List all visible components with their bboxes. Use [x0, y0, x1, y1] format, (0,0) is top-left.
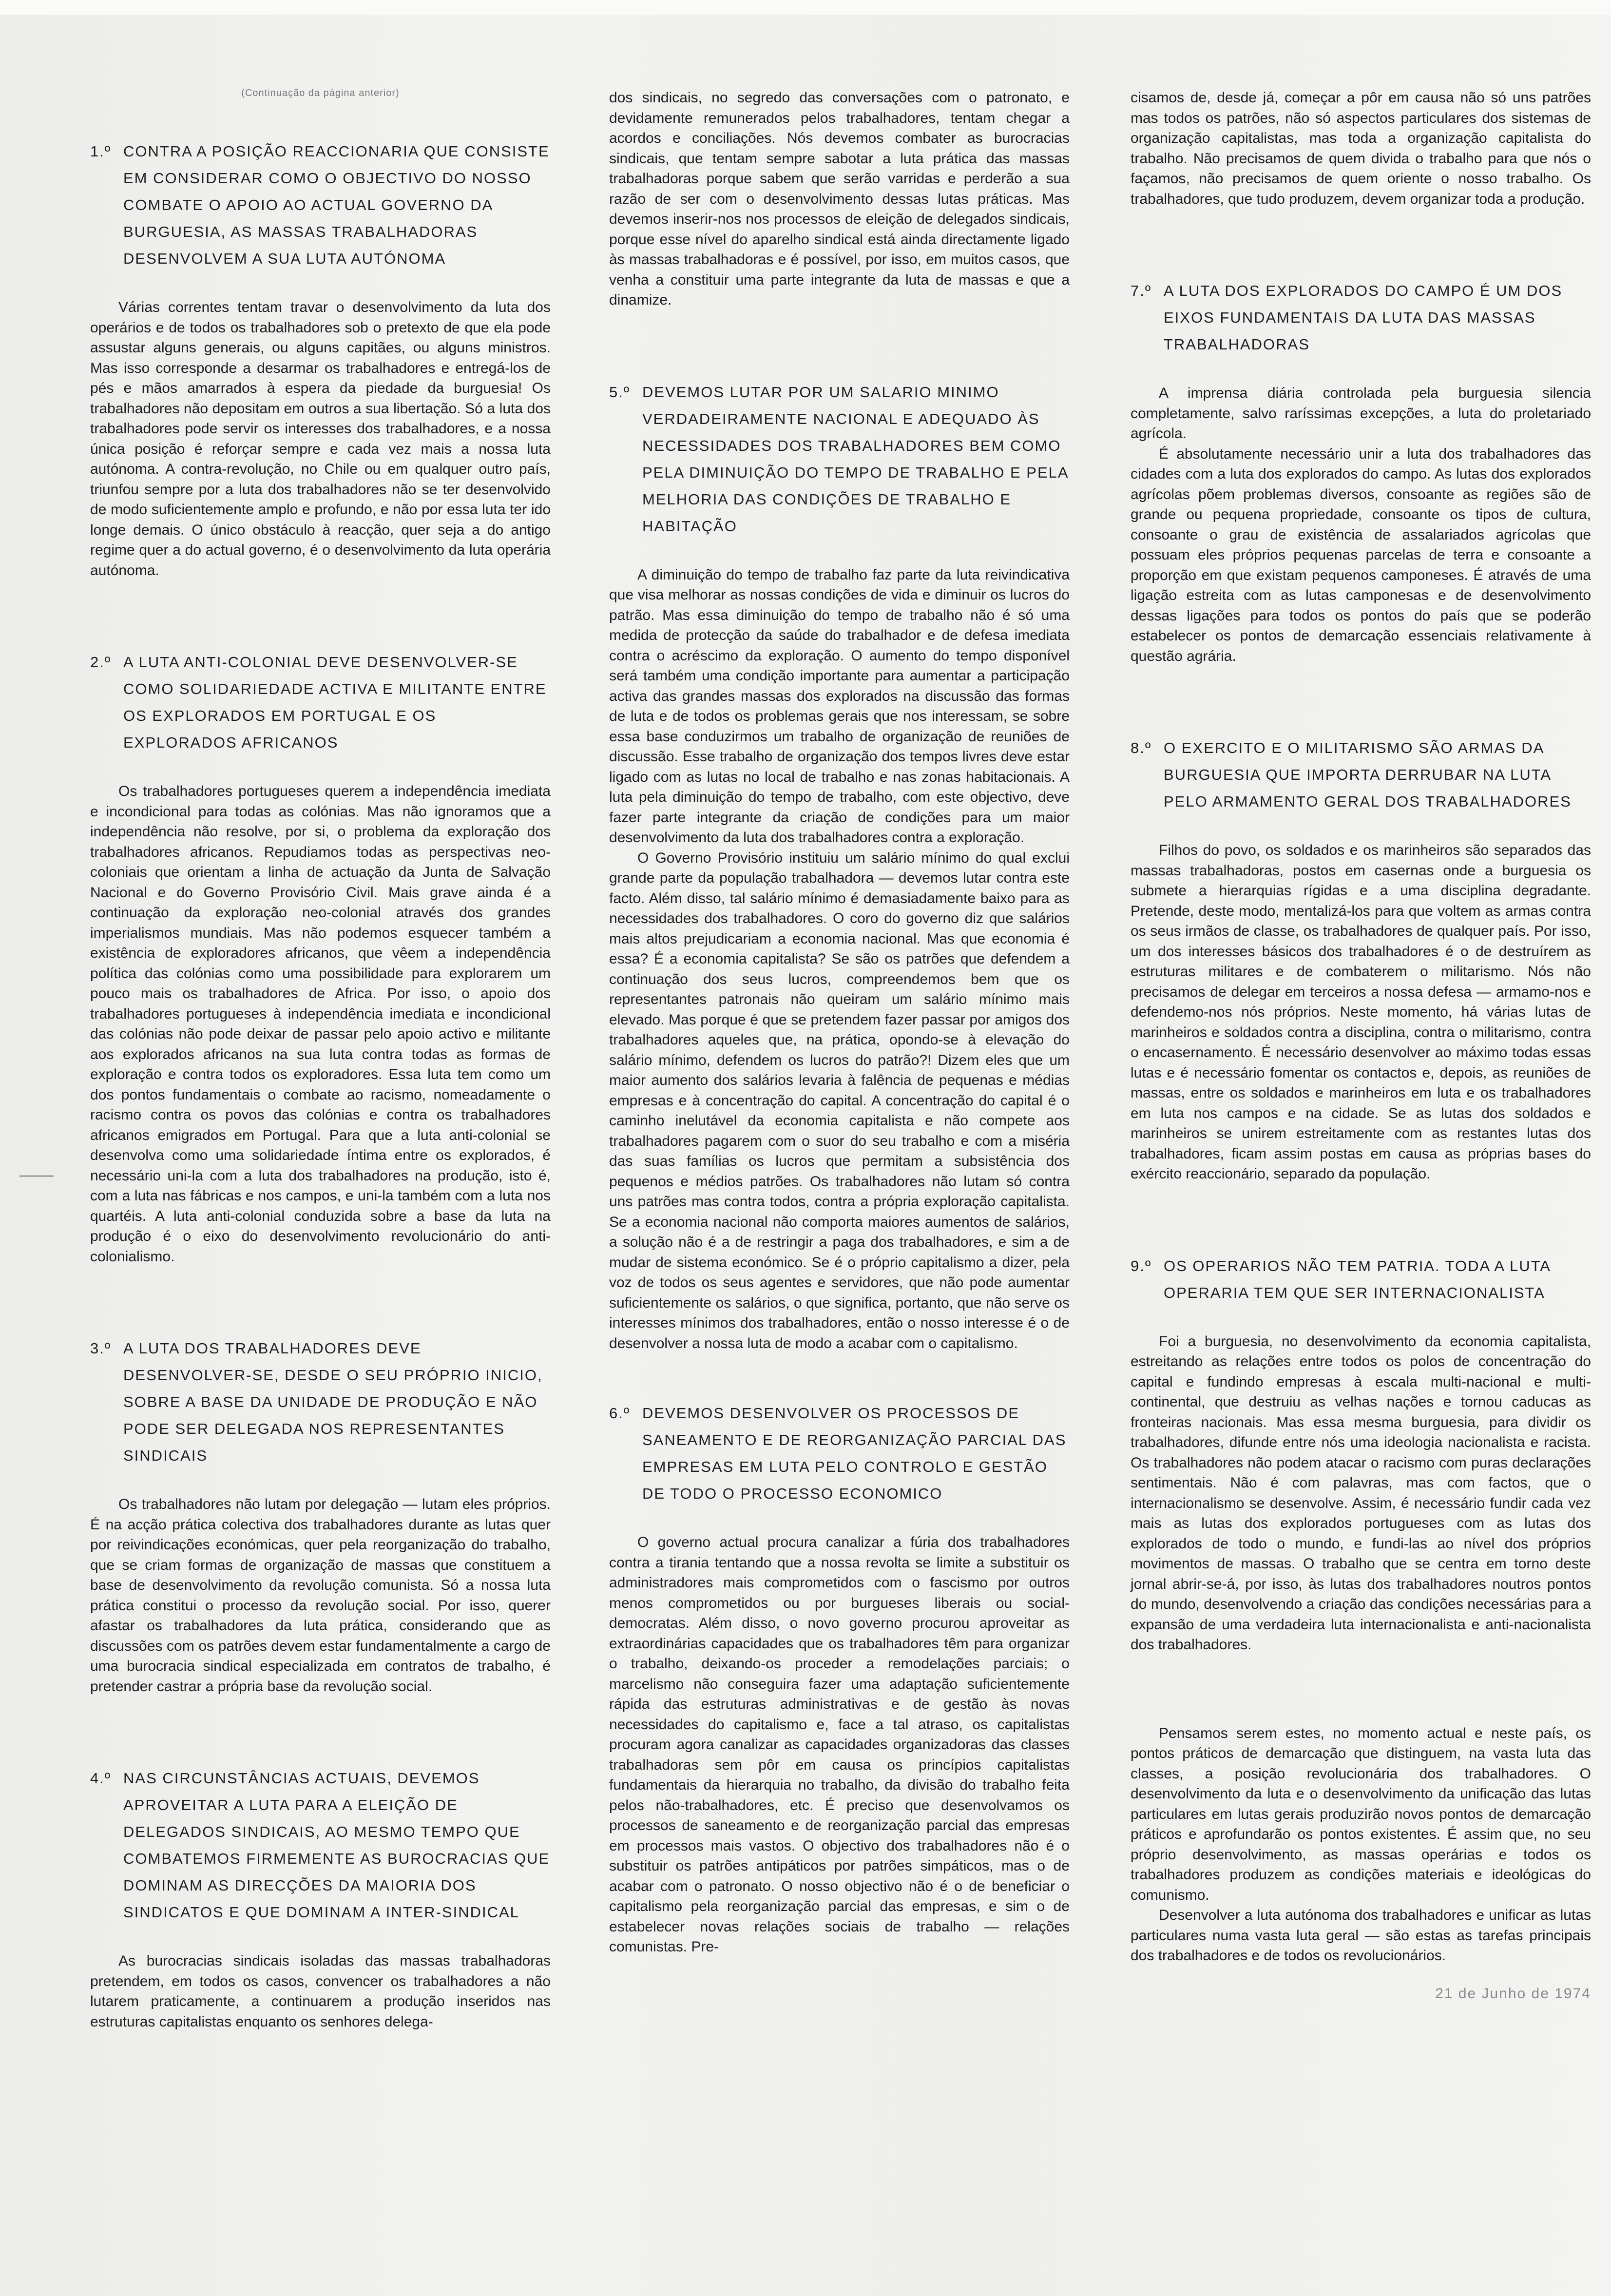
section-3-heading — [90, 1335, 551, 1469]
section-9-paragraph: Foi a burguesia, no desenvolvimento da economia capitalista, estreitando as relações entre todos os polos de concentração do capital e fundindo empresas à escala multi-nacional e multi-continental, que destruiu as velhas nações e tornou caducas as fronteiras nacionais. Mas essa mesma burguesia, para dividir os trabalhadores, difunde entre nós uma ideologia nacionalista e racista. Os trabalhadores não podem atacar o racismo com puras declarações sentimentais. Não é com palavras, mas com factos, que o internacionalismo se desenvolve. Assim, é necessário fundir cada vez mais as lutas dos explorados portugueses com as lutas dos explorados de todo o mundo, e fundi-las ao nível dos próprios movimentos de massas. O trabalho que se centra em torno deste jornal abrir-se-á, por isso, às lutas dos trabalhadores noutros pontos do mundo, desenvolvendo a criação das condições necessárias para a expansão de uma verdadeira luta internacionalista e anti-nacionalista dos trabalhadores. — [1131, 1333, 1591, 1653]
section-2-paragraph: Os trabalhadores portugueses querem a independência imediata e incondicional para todas as colónias. Mas não ignoramos que a independência não resolve, por si, o problema da exploração dos trabalhadores africanos. Repudiamos todas as perspectivas neo-coloniais que orientam a linha de actuação da Junta de Salvação Nacional e do Governo Provisório Civil. Mais grave ainda é a continuação da exploração neo-colonial através dos grandes imperialismos mundiais. Mas não podemos esquecer também a existência de exploradores africanos, que vêem a independência política das colónias como uma possibilidade para explorarem um pouco mais os trabalhadores de Africa. Por isso, o apoio dos trabalhadores portugueses à independência imediata e incondicional das colónias não pode deixar de passar pelo apoio activo e militante aos explorados africanos na sua luta contra todas as formas de exploração e contra todos os exploradores. Essa luta tem como um dos pontos fundamentais o combate ao racismo, nomeadamente o racismo contra os povos das colónias e contra os trabalhadores africanos emigrados em Portugal. Para que a luta anti-colonial se desenvolva como uma solidariedade íntima entre os explorados, é necessário uni-la com a luta dos trabalhadores na produção, isto é, com a luta nas fábricas e nos campos, e uni-la também com a luta nos quartéis. A luta anti-colonial conduzida sobre a base da luta na produção é o eixo do desenvolvimento revolucionário do anti-colonialismo. — [90, 783, 551, 1265]
section-6-continuation: cisamos de, desde já, começar a pôr em causa não só uns patrões mas todos os patrões, não só aspectos particulares dos sistemas de organização capitalistas, mas toda a organização capitalista do trabalho. Não precisamos de quem divida o trabalho para que nós o façamos, não precisamos de quem oriente o nosso trabalho. Os trabalhadores, que tudo produzem, devem organizar toda a produção. — [1131, 90, 1591, 207]
section-title: OS OPERARIOS NÃO TEM PATRIA. TODA A LUTA OPERARIA TEM QUE SER INTERNACIONALISTA — [1164, 1257, 1551, 1301]
section-title: CONTRA A POSIÇÃO REACCIONARIA QUE CONSISTE EM CONSIDERAR COMO O OBJECTIVO DO NOSSO COMBATE O APOIO AO ACTUAL GOVERNO DA BURGUESIA, AS MASSAS TRABALHADORAS DESENVOLVEM A SUA LUTA AUTÓNOMA — [123, 143, 550, 267]
section-title: DEVEMOS DESENVOLVER OS PROCESSOS DE SANEAMENTO E DE REORGANIZAÇÃO PARCIAL DAS EMPRESAS EM LUTA PELO CONTROLO E GESTÃO DE TODO O PROCESSO ECONOMICO — [642, 1405, 1067, 1502]
page-top-edge — [0, 0, 1611, 15]
margin-mark — [19, 1176, 54, 1177]
closing-paragraph: Pensamos serem estes, no momento actual e neste país, os pontos práticos de demarcação que distinguem, na vasta luta das classes, a posição revolucionária dos trabalhadores. O desenvolvimento da luta e o desenvolvimento da unificação das lutas particulares em lutas gerais produzirão novos pontos de demarcação práticos e aprofundarão os pontos existentes. É assim que, no seu próprio desenvolvimento, as massas operárias e todos os trabalhadores produzem as condições materiais e ideológicas do comunismo. — [1131, 1725, 1591, 1903]
section-number: 1.º — [90, 143, 112, 160]
section-5-heading — [609, 379, 1070, 540]
section-5-paragraph: O Governo Provisório instituiu um salário mínimo do qual exclui grande parte da população trabalhadora — devemos lutar contra este facto. Além disso, tal salário mínimo é demasiadamente baixo para as necessidades dos trabalhadores. O coro do governo diz que salários mais altos prejudicariam a economia nacional. Mas que economia é essa? É a economia capitalista? Se são os patrões que defendem a continuação dos seus lucros, compreendemos bem que os representantes patronais não queiram um salário mínimo mais elevado. Mas porque é que se pretendem fazer passar por amigos dos trabalhadores aqueles que, na prática, opondo-se à elevação do salário mínimo, defendem os lucros do patrão?! Dizem eles que um maior aumento dos salários levaria à falência de pequenas e médias empresas e à concentração do capital. A concentração do capital é o caminho inelutável da economia capitalista e não compete aos trabalhadores pagarem com o suor do seu trabalho e com a miséria das suas famílias os lucros que permitam a subsistência dos pequenos e médios patrões. Os trabalhadores não lutam só contra uns patrões mas contra todos, contra a própria exploração capitalista. Se a economia nacional não comporta maiores aumentos de salários, a solução não é a de restringir a paga dos trabalhadores, e sim a de mudar de sistema económico. Se é o próprio capitalismo a dizer, pela voz de todos os seus agentes e servidores, que não pode aumentar suficientemente os salários, o que significa, portanto, que não serve os interesses mínimos dos trabalhadores, então o nosso interesse é o de desenvolver a nossa luta de modo a acabar com o capitalismo. — [609, 849, 1070, 1351]
section-6-heading — [609, 1400, 1070, 1507]
section-4-continuation: dos sindicais, no segredo das conversações com o patronato, e devidamente remunerados pelos trabalhadores, tentam chegar a acordos e conciliações. Nós devemos combater as burocracias sindicais, que tentam sempre sabotar a luta prática das massas trabalhadoras porque sabem que serão varridas e perderão a sua razão de ser com o desenvolvimento dessas lutas práticas. Mas devemos inserir-nos nos processos de eleição de delegados sindicais, porque esse nível do aparelho sindical está ainda directamente ligado às massas trabalhadoras e é possível, por isso, em muitos casos, que venha a constituir uma parte integrante da luta de massas e que a dinamize. — [609, 90, 1070, 308]
section-number: 7.º — [1131, 282, 1152, 299]
section-title: NAS CIRCUNSTÂNCIAS ACTUAIS, DEVEMOS APROVEITAR A LUTA PARA A ELEIÇÃO DE DELEGADOS SINDICAIS, AO MESMO TEMPO QUE COMBATEMOS FIRMEMENTE AS BUROCRACIAS QUE DOMINAM AS DIRECÇÕES DA MAIORIA DOS SINDICATOS E QUE DOMINAM A INTER-SINDICAL — [123, 1770, 550, 1921]
column-1 — [90, 88, 551, 2032]
section-number: 6.º — [609, 1405, 631, 1422]
section-6-paragraph: O governo actual procura canalizar a fúria dos trabalhadores contra a tirania tentando que a nossa revolta se limite a substituir os administradores mais comprometidos com o fascismo por outros menos comprometidos ou por burgueses liberais ou social-democratas. Além disso, o novo governo procurou aproveitar as extraordinárias capacidades que os trabalhadores têm para organizar o trabalho, deixando-os proceder a remodelações parciais; o marcelismo não conseguira fazer uma adaptação suficientemente rápida das estruturas administrativas e de gestão às novas necessidades do capitalismo e, face a tal atraso, os capitalistas procuram agora canalizar as capacidades organizadoras das classes trabalhadoras sem pôr em causa os princípios capitalistas fundamentais da hierarquia no trabalho, da divisão do trabalho feita pelos não-trabalhadores, etc. É preciso que desenvolvamos os processos de saneamento e de reorganização parcial das empresas em processos mais vastos. O objectivo dos trabalhadores não é o substituir os patrões antipáticos por patrões simpáticos, mas o de acabar com o patronato. O nosso objectivo não é o de beneficiar o capitalismo pela reorganização parcial das empresas, e sim o de estabelecer novas relações sociais de trabalho — relações comunistas. Pre- — [609, 1534, 1070, 1955]
column-2 — [609, 88, 1070, 1957]
section-number: 4.º — [90, 1770, 112, 1787]
section-9-heading — [1131, 1253, 1591, 1306]
section-title: A LUTA DOS EXPLORADOS DO CAMPO É UM DOS EIXOS FUNDAMENTAIS DA LUTA DAS MASSAS TRABALHADORAS — [1164, 282, 1563, 353]
section-number: 5.º — [609, 383, 631, 401]
column-3 — [1131, 88, 1591, 2002]
section-7-heading — [1131, 277, 1591, 358]
section-1-paragraph: Várias correntes tentam travar o desenvolvimento da luta dos operários e de todos os trabalhadores sob o pretexto de que ela pode assustar alguns generais, ou alguns capitães, ou alguns ministros. Mas isso corresponde a desarmar os trabalhadores e entregá-los de pés e mãos amarrados à espera da piedade da burguesia! Os trabalhadores não depositam em outros a sua libertação. Só a luta dos trabalhadores pode servir os interesses dos trabalhadores, e a nossa única posição é reforçar sempre e cada vez mais a nossa luta autónoma. A contra-revolução, no Chile ou em qualquer outro país, triunfou sempre por a luta dos trabalhadores não se ter desenvolvido de modo suficientemente amplo e profundo, e não por essa luta ter ido longe demais. O único obstáculo à reacção, quer seja a do antigo regime quer a do actual governo, é o desenvolvimento da luta operária autónoma. — [90, 299, 551, 579]
section-title: A LUTA DOS TRABALHADORES DEVE DESENVOLVER-SE, DESDE O SEU PRÓPRIO INICIO, SOBRE A BASE DA UNIDADE DE PRODUÇÃO E NÃO PODE SER DELEGADA NOS REPRESENTANTES SINDICAIS — [123, 1340, 543, 1464]
section-8-paragraph: Filhos do povo, os soldados e os marinheiros são separados das massas trabalhadoras, postos em casernas onde a burguesia os submete a hierarquias rígidas e a uma disciplina degradante. Pretende, deste modo, mentalizá-los para que voltem as armas contra os seus irmãos de classe, os trabalhadores de qualquer país. Por isso, um dos interesses básicos dos trabalhadores é o de destruírem as estruturas militares e de combaterem o militarismo. Nós não precisamos de delegar em terceiros a nossa defesa — armamo-nos e defendemo-nos nós próprios. Neste momento, há várias lutas de marinheiros e soldados contra a disciplina, contra o militarismo, contra o encasernamento. É necessário desenvolver ao máximo todas essas lutas e é necessário fomentar os contactos e, depois, as reuniões de massas, entre os soldados e marinheiros em luta e os trabalhadores em luta nos campos e na cidade. Se as lutas dos soldados e marinheiros se unirem estreitamente com as restantes lutas dos trabalhadores, ficam assim postas em causa as próprias bases do exército reaccionário, separado da população. — [1131, 842, 1591, 1182]
section-4-heading — [90, 1765, 551, 1926]
section-5-paragraph: A diminuição do tempo de trabalho faz parte da luta reivindicativa que visa melhorar as nossas condições de vida e diminuir os lucros do patrão. Mas essa diminuição do tempo de trabalho não é só uma medida de protecção da saúde do trabalhador e de defesa imediata contra o acréscimo da exploração. O aumento do tempo disponível será também uma condição importante para aumentar a participação activa das grandes massas dos explorados na discussão das formas de luta e de todos os problemas gerais que nos interessam, se sobre essa base conduzirmos um trabalho de organização de reuniões de discussão. Esse trabalho de organização dos tempos livres deve estar ligado com as lutas no local de trabalho e nas zonas habitacionais. A luta pela diminuição do tempo de trabalho, com este objectivo, deve fazer parte integrante da criação de condições para um maior desenvolvimento da luta dos trabalhadores contra a exploração. — [609, 566, 1070, 846]
section-number: 8.º — [1131, 739, 1152, 756]
date-signoff: 21 de Junho de 1974 — [1435, 1985, 1591, 2002]
continuation-note: (Continuação da página anterior) — [241, 88, 400, 98]
section-title: A LUTA ANTI-COLONIAL DEVE DESENVOLVER-SE COMO SOLIDARIEDADE ACTIVA E MILITANTE ENTRE OS EXPLORADOS EM PORTUGAL E OS EXPLORADOS AFRICANOS — [123, 654, 547, 751]
section-number: 2.º — [90, 654, 112, 671]
section-8-heading — [1131, 734, 1591, 815]
section-3-paragraph: Os trabalhadores não lutam por delegação — lutam eles próprios. É na acção prática colectiva dos trabalhadores durante as lutas quer por reivindicações económicas, quer pela reorganização do trabalho, que se criam formas de organização de massas que constituem a base de desenvolvimento da revolução comunista. Só a nossa luta prática constitui o processo da revolução social. Por isso, querer afastar os trabalhadores da luta prática, considerando que as discussões com os patrões devem estar fundamentalmente a cargo de uma burocracia sindical especializada em contratos de trabalho, é pretender castrar a própria base da revolução social. — [90, 1496, 551, 1695]
section-1-heading — [90, 138, 551, 272]
section-number: 9.º — [1131, 1257, 1152, 1274]
section-4-paragraph: As burocracias sindicais isoladas das massas trabalhadoras pretendem, em todos os casos, convencer os trabalhadores a não lutarem praticamente, a continuarem a produção inseridos nas estruturas capitalistas enquanto os senhores delega- — [90, 1953, 551, 2030]
section-title: DEVEMOS LUTAR POR UM SALARIO MINIMO VERDADEIRAMENTE NACIONAL E ADEQUADO ÀS NECESSIDADES DOS TRABALHADORES BEM COMO PELA DIMINUIÇÃO DO TEMPO DE TRABALHO E PELA MELHORIA DAS CONDIÇÕES DE TRABALHO E HABITAÇÃO — [642, 383, 1068, 535]
section-number: 3.º — [90, 1340, 112, 1357]
section-7-paragraph: A imprensa diária controlada pela burguesia silencia completamente, salvo raríssimas excepções, a luta do proletariado agrícola. — [1131, 385, 1591, 442]
section-7-paragraph: É absolutamente necessário unir a luta dos trabalhadores das cidades com a luta dos explorados do campo. As lutas dos explorados agrícolas põem problemas diversos, consoante as regiões são de grande ou pequena propriedade, consoante os tipos de cultura, consoante o grau de existência de assalariados agrícolas que possuam eles próprios pequenas parcelas de terra e consoante a proporção em que existam pequenos camponeses. É através de uma ligação estreita com as lutas camponesas e de desenvolvimento dessas ligações para todos os pontos do país que se poderão estabelecer os pontos de demarcação essenciais relativamente à questão agrária. — [1131, 445, 1591, 664]
section-2-heading — [90, 649, 551, 756]
section-title: O EXERCITO E O MILITARISMO SÃO ARMAS DA BURGUESIA QUE IMPORTA DERRUBAR NA LUTA PELO ARMAMENTO GERAL DOS TRABALHADORES — [1164, 739, 1572, 810]
closing-paragraph: Desenvolver a luta autónoma dos trabalhadores e unificar as lutas particulares numa vasta luta geral — são estas as tarefas principais dos trabalhadores e de todos os revolucionários. — [1131, 1907, 1591, 1964]
